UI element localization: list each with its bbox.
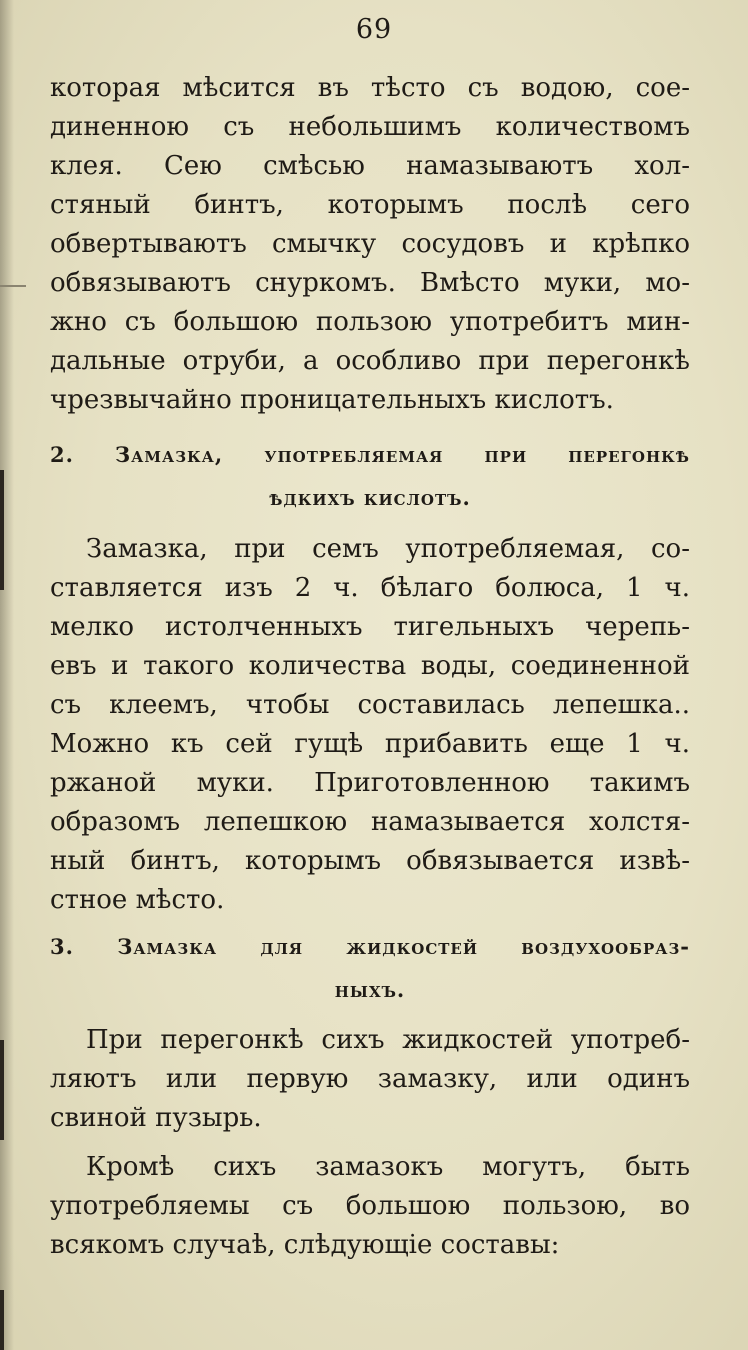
binding-edge-mark <box>0 1290 4 1350</box>
text-line: дальные отруби, а особливо при перегонкѣ <box>50 346 690 376</box>
text-line: всякомъ случаѣ, слѣдующіе составы: <box>50 1230 560 1260</box>
text-line: образомъ лепешкою намазывается холстя- <box>50 807 690 837</box>
text-line: ржаной муки. Приготовленною такимъ <box>50 768 690 798</box>
text-line: съ клеемъ, чтобы составилась лепешка.. <box>50 690 690 720</box>
gutter-shadow <box>0 0 14 1350</box>
text-line: свиной пузырь. <box>50 1103 262 1133</box>
text-line: диненною съ небольшимъ количествомъ <box>50 112 690 142</box>
text-line: стяный бинтъ, которымъ послѣ сего <box>50 190 690 220</box>
text-line: ляютъ или первую замазку, или одинъ <box>50 1064 690 1094</box>
text-line: При перегонкѣ сихъ жидкостей употреб- <box>86 1025 690 1055</box>
section-2-heading-cont: ѣдкихъ кислотъ. <box>269 485 471 510</box>
text-line: клея. Сею смѣсью намазываютъ хол- <box>50 151 690 181</box>
text-line: жно съ большою пользою употребитъ мин- <box>50 307 690 337</box>
section-3-heading: 3. Замазка для жидкостей воздухообраз- <box>50 934 690 959</box>
text-line: обвертываютъ смычку сосудовъ и крѣпко <box>50 229 690 259</box>
section-2-heading: 2. Замазка, употребляемая при перегонкѣ <box>50 442 690 467</box>
text-line: ставляется изъ 2 ч. бѣлаго болюса, 1 ч. <box>50 573 690 603</box>
text-line: Можно къ сей гущѣ прибавить еще 1 ч. <box>50 729 690 759</box>
text-line: Кромѣ сихъ замазокъ могутъ, быть <box>86 1152 690 1182</box>
binding-edge-mark <box>0 1040 4 1140</box>
text-line: которая мѣсится въ тѣсто съ водою, сое- <box>50 73 690 103</box>
text-line: Замазка, при семъ употребляемая, со- <box>86 534 690 564</box>
text-line: чрезвычайно проницательныхъ кислотъ. <box>50 385 614 415</box>
text-line: обвязываютъ снуркомъ. Вмѣсто муки, мо- <box>50 268 690 298</box>
text-line: употребляемы съ большою пользою, во <box>50 1191 690 1221</box>
binding-edge-mark <box>0 470 4 590</box>
text-line: ный бинтъ, которымъ обвязывается извѣ- <box>50 846 690 876</box>
text-line: стное мѣсто. <box>50 885 225 915</box>
text-line: евъ и такого количества воды, соединенной <box>50 651 690 681</box>
section-3-heading-cont: ныхъ. <box>334 977 406 1002</box>
margin-tick <box>0 285 26 287</box>
page-number: 69 <box>355 14 393 45</box>
text-line: мелко истолченныхъ тигельныхъ черепь- <box>50 612 690 642</box>
